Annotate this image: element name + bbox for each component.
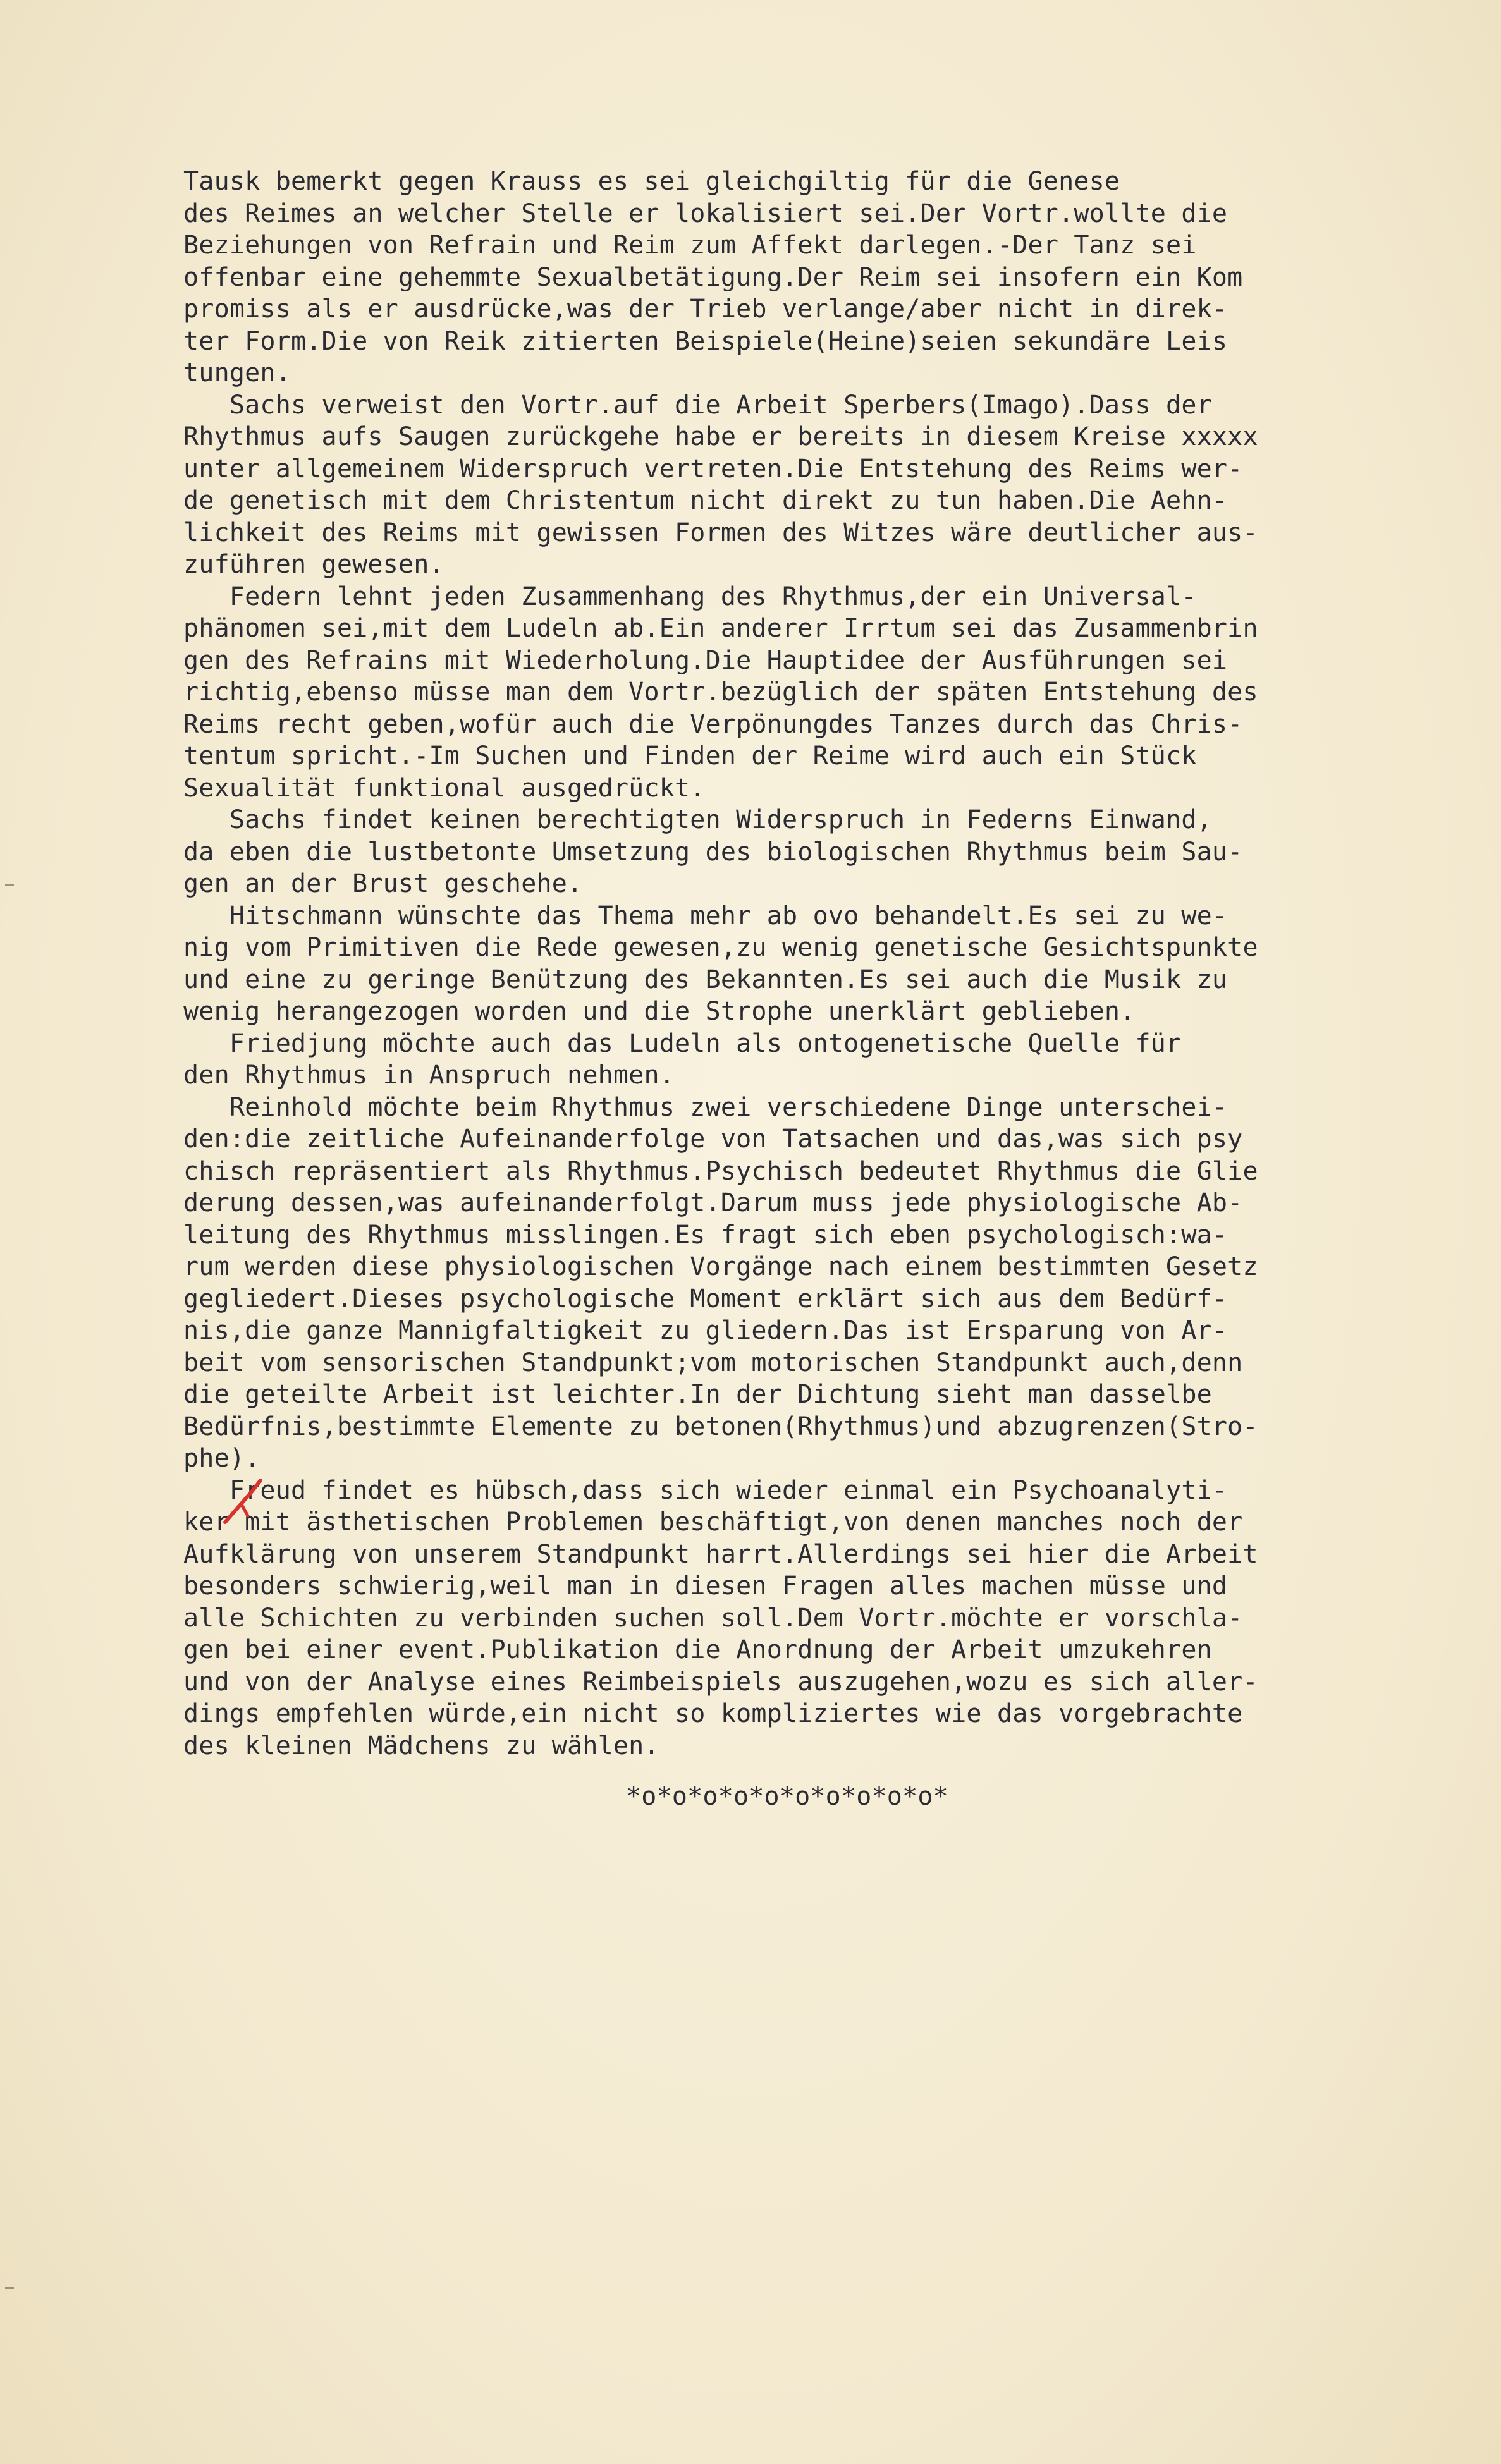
typed-line: Reinhold möchte beim Rhythmus zwei verschiedene Dinge unterschei- [183, 1092, 1228, 1122]
typed-line: phe). [183, 1444, 260, 1473]
typed-line: die geteilte Arbeit ist leichter.In der Dichtung sieht man dasselbe [183, 1380, 1212, 1409]
typed-line: chisch repräsentiert als Rhythmus.Psychisch bedeutet Rhythmus die Glie [183, 1156, 1258, 1186]
typed-line: Rhythmus aufs Saugen zurückgehe habe er bereits in diesem Kreise xxxxx [183, 422, 1258, 451]
typed-line: Hitschmann wünschte das Thema mehr ab ovo behandelt.Es sei zu we- [183, 901, 1228, 930]
typed-line: tentum spricht.-Im Suchen und Finden der Reime wird auch ein Stück [183, 741, 1197, 771]
typed-line: wenig herangezogen worden und die Strophe unerklärt geblieben. [183, 997, 1136, 1026]
typed-line: Beziehungen von Refrain und Reim zum Affekt darlegen.-Der Tanz sei [183, 231, 1197, 260]
typed-line: rum werden diese physiologischen Vorgänge nach einem bestimmten Gesetz [183, 1252, 1258, 1281]
typed-line: Bedürfnis,bestimmte Elemente zu betonen(Rhythmus)und abzugrenzen(Stro- [183, 1412, 1258, 1441]
typed-line: unter allgemeinem Widerspruch vertreten.Die Entstehung des Reims wer- [183, 454, 1243, 484]
typed-line: phänomen sei,mit dem Ludeln ab.Ein anderer Irrtum sei das Zusammenbrin [183, 614, 1258, 643]
typed-line: gegliedert.Dieses psychologische Moment erklärt sich aus dem Bedürf- [183, 1284, 1228, 1314]
red-check-mark-icon [223, 1468, 279, 1525]
typed-line: richtig,ebenso müsse man dem Vortr.bezüglich der späten Entstehung des [183, 678, 1258, 707]
typed-line: beit vom sensorischen Standpunkt;vom motorischen Standpunkt auch,denn [183, 1348, 1243, 1377]
typed-line: zuführen gewesen. [183, 550, 444, 579]
typed-line: derung dessen,was aufeinanderfolgt.Darum muss jede physiologische Ab- [183, 1188, 1243, 1217]
typed-line: da eben die lustbetonte Umsetzung des biologischen Rhythmus beim Sau- [183, 837, 1243, 867]
typed-line: leitung des Rhythmus misslingen.Es fragt sich eben psychologisch:wa- [183, 1220, 1228, 1250]
typed-line: offenbar eine gehemmte Sexualbetätigung.Der Reim sei insofern ein Kom [183, 262, 1243, 292]
typed-line: Friedjung möchte auch das Ludeln als ontogenetische Quelle für [183, 1028, 1182, 1058]
typed-line: de genetisch mit dem Christentum nicht direkt zu tun haben.Die Aehn- [183, 486, 1228, 515]
typed-line: lichkeit des Reims mit gewissen Formen des Witzes wäre deutlicher aus- [183, 518, 1258, 547]
typed-line: und eine zu geringe Benützung des Bekannten.Es sei auch die Musik zu [183, 965, 1228, 994]
typed-line: ker mit ästhetischen Problemen beschäftigt,von denen manches noch der [183, 1508, 1243, 1537]
closing-ornament: *o*o*o*o*o*o*o*o*o*o* [626, 1782, 948, 1811]
typed-line: gen an der Brust geschehe. [183, 869, 583, 898]
typed-line: Sachs findet keinen berechtigten Widerspruch in Federns Einwand, [183, 805, 1212, 834]
typed-line: Federn lehnt jeden Zusammenhang des Rhythmus,der ein Universal- [183, 582, 1197, 611]
typed-line: Reims recht geben,wofür auch die Verpönungdes Tanzes durch das Chris- [183, 709, 1243, 739]
typed-line: den Rhythmus in Anspruch nehmen. [183, 1061, 675, 1090]
typed-line: des Reimes an welcher Stelle er lokalisiert sei.Der Vortr.wollte die [183, 198, 1228, 228]
typed-line: promiss als er ausdrücke,was der Trieb verlange/aber nicht in direk- [183, 295, 1228, 324]
typed-line: Sexualität funktional ausgedrückt. [183, 773, 706, 803]
punch-mark [5, 2287, 14, 2289]
typed-line: nig vom Primitiven die Rede gewesen,zu wenig genetische Gesichtspunkte [183, 933, 1258, 962]
typed-line: ter Form.Die von Reik zitierten Beispiele(Heine)seien sekundäre Leis [183, 326, 1228, 356]
typed-text-block [183, 166, 1498, 1813]
typed-line: Aufklärung von unserem Standpunkt harrt.Allerdings sei hier die Arbeit [183, 1539, 1258, 1569]
typed-line: besonders schwierig,weil man in diesen Fragen alles machen müsse und [183, 1571, 1228, 1601]
typed-line: Freud findet es hübsch,dass sich wieder einmal ein Psychoanalyti- [183, 1475, 1228, 1505]
typed-line: nis,die ganze Mannigfaltigkeit zu gliedern.Das ist Ersparung von Ar- [183, 1316, 1228, 1345]
typed-line: tungen. [183, 358, 291, 387]
typed-line: und von der Analyse eines Reimbeispiels auszugehen,wozu es sich aller- [183, 1667, 1258, 1697]
typed-line: des kleinen Mädchens zu wählen. [183, 1731, 659, 1760]
typed-line: Sachs verweist den Vortr.auf die Arbeit Sperbers(Imago).Dass der [183, 390, 1212, 420]
typed-line: gen bei einer event.Publikation die Anordnung der Arbeit umzukehren [183, 1635, 1212, 1664]
typed-line: alle Schichten zu verbinden suchen soll.Dem Vortr.möchte er vorschla- [183, 1603, 1243, 1633]
punch-mark [5, 884, 14, 886]
typed-line: den:die zeitliche Aufeinanderfolge von Tatsachen und das,was sich psy [183, 1125, 1243, 1154]
typed-line: gen des Refrains mit Wiederholung.Die Hauptidee der Ausführungen sei [183, 645, 1228, 675]
typed-line: Tausk bemerkt gegen Krauss es sei gleichgiltig für die Genese [183, 167, 1120, 196]
typed-line: dings empfehlen würde,ein nicht so kompliziertes wie das vorgebrachte [183, 1699, 1243, 1728]
